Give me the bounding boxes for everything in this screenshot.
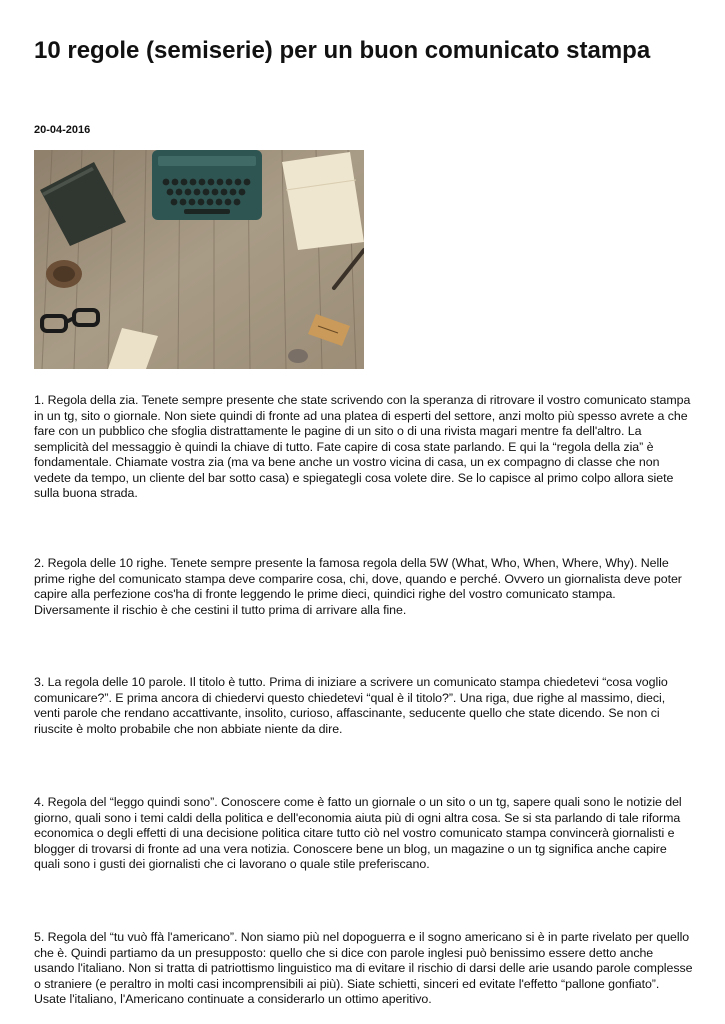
small-object-image <box>288 349 308 363</box>
article-title: 10 regole (semiserie) per un buon comunicato stampa <box>34 37 651 64</box>
paragraph-regola-1: 1. Regola della zia. Tenete sempre presente che state scrivendo con la speranza di ritrovare il vostro comunicato stampa in un tg, sito o giornale. Non siete quindi di fronte ad una platea di esperti del settore, anzi molto più spesso avrete a che fare con un pubblico che sfoglia distrattamente le pagine di un sito o di una rivista magari mentre fa dell'altro. La semplicità del messaggio è quindi la chiave di tutto. Fate capire di cosa state parlando. E qui la “regola della zia” è fondamentale. Chiamate vostra zia (ma va bene anche un vostro vicina di casa, un ex compagno di classe che non vedete da tempo, un cliente del bar sotto casa) e spiegategli cosa volete dire. Se lo capisce al primo colpo allora siete sulla buona strada. <box>34 393 691 500</box>
paragraph-regola-5: 5. Regola del “tu vuò ffà l'americano”. Non siamo più nel dopoguerra e il sogno americano si è in parte rivelato per quello che è. Quindi partiamo da un presupposto: quello che si dice con parole inglesi può benissimo essere detto anche usando l'italiano. Non si tratta di patriottismo linguistico ma di evitare il rischio di darsi delle arie usando parole complesse o straniere (e peraltro in molti casi incomprensibili ai più). Siate schietti, sinceri ed evitate l'effetto “pallone gonfiato”. Usate l'italiano, l'Americano continuate a considerarlo un ottimo aperitivo. <box>34 930 693 1006</box>
paragraph-regola-3: 3. La regola delle 10 parole. Il titolo è tutto. Prima di iniziare a scrivere un comunicato stampa chiedetevi “cosa voglio comunicare?”. E prima ancora di chiedervi questo chiedetevi “qual è il titolo?”. Una riga, due righe al massimo, dieci, venti parole che rendano accattivante, insolito, curioso, affascinante, seducente quello che state dicendo. Se non ci riuscite è molto probabile che non abbiate niente da dire. <box>34 675 668 736</box>
article-date: 20-04-2016 <box>34 124 91 136</box>
paragraph-regola-4: 4. Regola del “leggo quindi sono”. Conoscere come è fatto un giornale o un sito o un tg, sapere quali sono le notizie del giorno, quali sono i temi caldi della politica e dell'economia aiuta più di ogni altra cosa. Se si sta parlando di tale riforma economica o degli effetti di una decisione politica citare tutto ciò nel vostro comunicato stampa convincerà giornalisti e blogger di trovarsi di fronte ad una vera notizia. Conoscere bene un blog, un magazine o un tg significa anche capire quali sono i gusti dei giornalisti che ci lavorano o quale stile preferiscano. <box>34 795 682 871</box>
hero-image <box>34 150 364 369</box>
typewriter-image <box>152 150 262 220</box>
paragraph-regola-2: 2. Regola delle 10 righe. Tenete sempre presente la famosa regola della 5W (What, Who, When, Where, Why). Nelle prime righe del comunicato stampa deve comparire cosa, chi, dove, quando e perché. Ovvero un giornalista deve poter capire alla perfezione cos'ha di fronte leggendo le prime dieci, quindici righe del vostro comunicato stampa. Diversamente il rischio è che cestini il tutto prima di arrivare alla fine. <box>34 556 682 617</box>
